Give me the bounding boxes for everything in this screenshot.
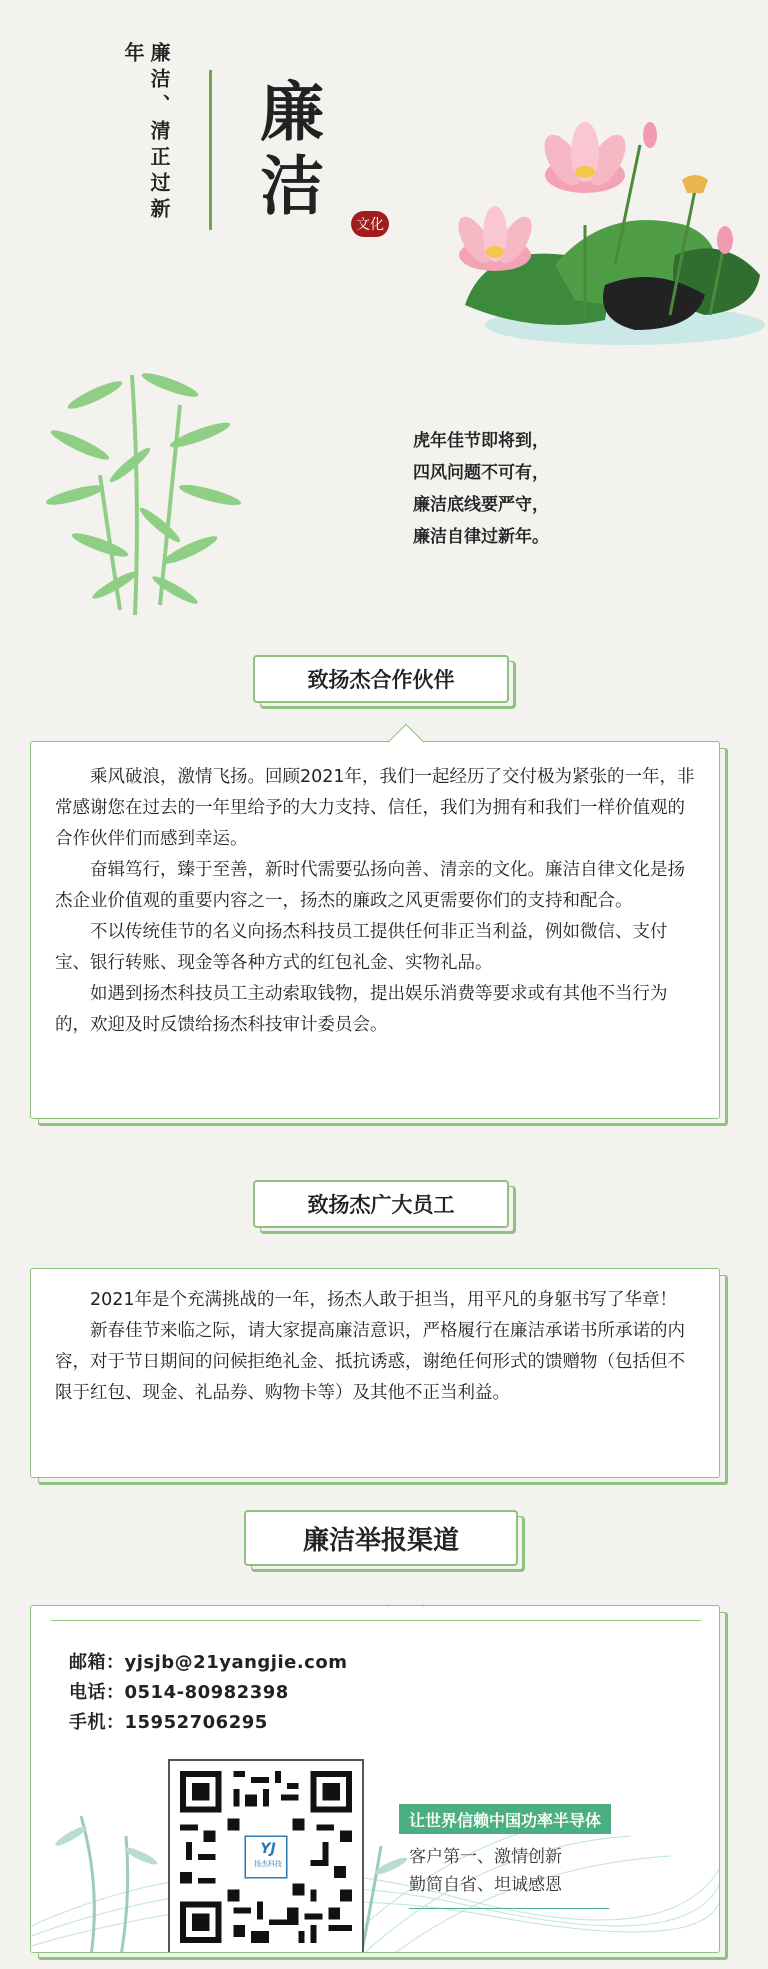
card-top-rule: [51, 1620, 701, 1621]
vertical-tagline: 廉洁、清正过新年: [121, 42, 171, 224]
partners-card: [30, 741, 720, 1119]
employees-card: [30, 1268, 720, 1478]
slogan-line-1: 客户第一、激情创新: [409, 1847, 562, 1867]
phone-line[interactable]: 电话：0514-80982398: [69, 1682, 289, 1703]
culture-seal: 文化: [351, 211, 389, 237]
employees-paragraph: 2021年是个充满挑战的一年，扬杰人敢于担当，用平凡的身躯书写了华章！: [90, 1290, 678, 1310]
bamboo-illustration: [40, 355, 250, 620]
mobile-line[interactable]: 手机：15952706295: [69, 1712, 268, 1733]
card-notch: [388, 1605, 425, 1624]
qr-logo-sub: 扬杰科技: [254, 1860, 282, 1868]
slogan-line-2: 勤简自省、坦诚感恩: [409, 1875, 562, 1895]
partners-paragraph: 奋辑笃行，臻于至善，新时代需要弘扬向善、清亲的文化。廉洁自律文化是扬杰企业价值观的重要内容之一，扬杰的廉政之风更需要你们的支持和配合。: [55, 860, 685, 911]
qr-logo: [248, 1839, 288, 1879]
contact-info: [69, 1648, 347, 1738]
header-divider: [209, 70, 212, 230]
email-line[interactable]: 邮箱：yjsjb@21yangjie.com: [69, 1652, 348, 1673]
card-notch: [388, 724, 425, 761]
employees-paragraph: 新春佳节来临之际，请大家提高廉洁意识，严格履行在廉洁承诺书所承诺的内容，对于节日期间的问候拒绝礼金、抵抗诱惑，谢绝任何形式的馈赠物（包括但不限于红包、现金、礼品券、购物卡等）及其他不正当利益。: [55, 1321, 685, 1403]
page-title: 廉洁: [249, 78, 323, 226]
employees-heading: 致扬杰广大员工: [253, 1180, 509, 1228]
poem-line: 廉洁底线要严守，: [413, 495, 549, 515]
partners-paragraph: 如遇到扬杰科技员工主动索取钱物，提出娱乐消费等要求或有其他不当行为的，欢迎及时反馈给扬杰科技审计委员会。: [55, 984, 668, 1035]
qr-code[interactable]: [168, 1759, 364, 1953]
poem-line: 廉洁自律过新年。: [413, 527, 549, 547]
poem-line: 四风问题不可有，: [413, 463, 549, 483]
report-card: [30, 1605, 720, 1953]
partners-paragraph: 乘风破浪，激情飞扬。回顾2021年，我们一起经历了交付极为紧张的一年，非常感谢您在过去的一年里给予的大力支持、信任，我们为拥有和我们一样价值观的合作伙伴们而感到幸运。: [55, 767, 695, 849]
slogan-banner: 让世界信赖中国功率半导体: [399, 1804, 611, 1834]
slogan-block: [409, 1843, 562, 1899]
qr-logo-text: YJ: [260, 1841, 276, 1857]
partners-heading: 致扬杰合作伙伴: [253, 655, 509, 703]
partners-paragraph: 不以传统佳节的名义向扬杰科技员工提供任何非正当利益，例如微信、支付宝、银行转账、现金等各种方式的红包礼金、实物礼品。: [55, 922, 668, 973]
lotus-illustration: [425, 115, 768, 350]
slogan-rule: [409, 1908, 609, 1909]
poem-line: 虎年佳节即将到，: [413, 431, 549, 451]
report-heading: 廉洁举报渠道: [244, 1510, 518, 1566]
wave-decoration: [31, 1776, 720, 1953]
poem: [413, 425, 549, 553]
